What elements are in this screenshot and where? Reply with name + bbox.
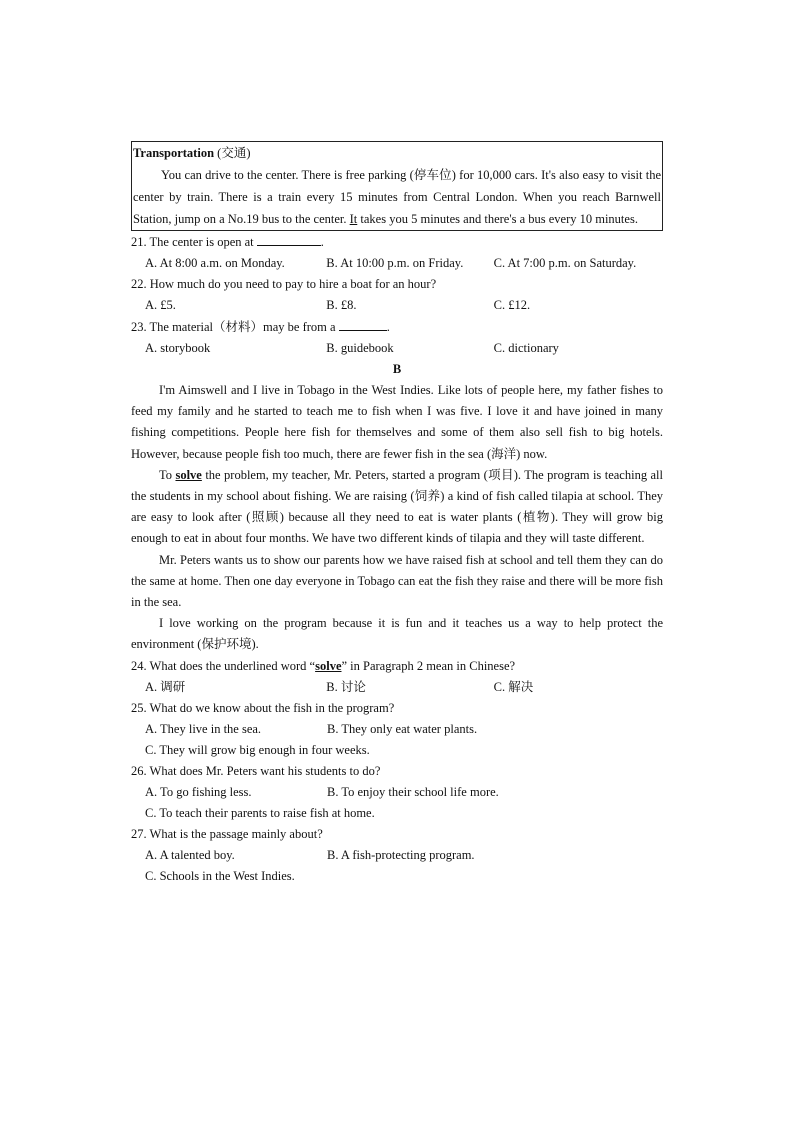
passage-paragraph-3: Mr. Peters wants us to show our parents how we have raised fish at school and tell them they can do the same at home. Then one day everyone in Tobago can eat the fish they raise and there will be more fish in the sea. (131, 552, 663, 610)
option-a[interactable]: A. storybook (145, 341, 211, 355)
answer-blank (339, 316, 387, 331)
options-23 (131, 338, 663, 359)
option-c[interactable]: C. Schools in the West Indies. (145, 868, 295, 883)
question-23: 23. The material（材料）may be from a . A. storybook B. guidebook C. dictionary (131, 316, 663, 359)
question-26: 26. What does Mr. Peters want his students to do? A. To go fishing less. B. To enjoy their school life more. C. To teach their parents to raise fish at home. (131, 761, 663, 824)
passage-paragraph-1: I'm Aimswell and I live in Tobago in the West Indies. Like lots of people here, my father fishes to feed my family and he started to teach me to fish when I was five. I love it and have joined in many fishing competitions. People here fish for themselves and some of them also sell fish to big hotels. However, because people fish too much, there are fewer fish in the sea (海洋) now. (131, 383, 663, 461)
options-21 (131, 253, 663, 274)
worksheet-page (131, 141, 663, 887)
option-a[interactable]: A. 调研 (145, 679, 186, 694)
passage-paragraph-4: I love working on the program because it is fun and it teaches us a way to help protect the environment (保护环境). (131, 616, 663, 652)
option-c[interactable]: C. At 7:00 p.m. on Saturday. (493, 256, 637, 270)
option-a[interactable]: A. They live in the sea. (145, 721, 262, 736)
option-b[interactable]: B. 讨论 (326, 679, 366, 694)
transportation-heading (133, 143, 661, 164)
option-b[interactable]: B. guidebook (326, 341, 394, 355)
question-24: 24. What does the underlined word “solve” in Paragraph 2 mean in Chinese? A. 调研 B. 讨论 C. 解决 (131, 656, 663, 698)
option-b[interactable]: B. To enjoy their school life more. (327, 784, 499, 799)
options-22 (131, 295, 663, 316)
transportation-box (131, 141, 663, 231)
underlined-word-solve: solve (315, 658, 342, 673)
option-a[interactable]: A. To go fishing less. (145, 784, 252, 799)
option-c[interactable]: C. They will grow big enough in four weeks. (145, 742, 370, 757)
transportation-title-cn: (交通) (217, 146, 251, 160)
option-c[interactable]: C. 解决 (493, 679, 534, 694)
question-21: 21. The center is open at . A. At 8:00 a.m. on Monday. B. At 10:00 p.m. on Friday. C. At 7:00 p.m. on Saturday. (131, 231, 663, 274)
transportation-paragraph: You can drive to the center. There is free parking (停车位) for 10,000 cars. It's also easy to visit the center by train. There is a train every 15 minutes from Central London. When you reach Barnwell Station, jump on a No.19 bus to the center. It takes you 5 minutes and there's a bus every 10 minutes. (133, 168, 661, 226)
option-b[interactable]: B. They only eat water plants. (327, 721, 478, 736)
option-a[interactable]: A. A talented boy. (145, 847, 235, 862)
section-heading-b: B (392, 362, 402, 376)
underlined-it: It (349, 212, 358, 226)
question-22: 22. How much do you need to pay to hire a boat for an hour? A. £5. B. £8. C. £12. (131, 274, 663, 316)
options-27-ab (131, 845, 663, 866)
question-27: 27. What is the passage mainly about? A. A talented boy. B. A fish-protecting program. C. Schools in the West Indies. (131, 824, 663, 887)
options-25-ab (131, 719, 663, 740)
transportation-title: Transportation (133, 146, 215, 160)
option-c[interactable]: C. dictionary (493, 341, 559, 355)
option-b[interactable]: B. At 10:00 p.m. on Friday. (326, 256, 464, 270)
passage-b (131, 380, 663, 656)
passage-paragraph-2: To solve the problem, my teacher, Mr. Peters, started a program (项目). The program is teaching all the students in my school about fishing. We are raising (饲养) a kind of fish called tilapia at school. They are easy to look after (照顾) because all they need to eat is water plants (植物). They will grow big enough to eat in about four months. We have two different kinds of tilapia and they will taste different. (131, 467, 664, 546)
underlined-word-solve: solve (175, 467, 202, 482)
option-c[interactable]: C. £12. (493, 298, 531, 312)
option-b[interactable]: B. A fish-protecting program. (327, 847, 475, 862)
option-c[interactable]: C. To teach their parents to raise fish at home. (145, 805, 375, 820)
option-a[interactable]: A. At 8:00 a.m. on Monday. (145, 256, 285, 270)
options-26-ab (131, 782, 663, 803)
question-25: 25. What do we know about the fish in the program? A. They live in the sea. B. They only eat water plants. C. They will grow big enough in four weeks. (131, 698, 663, 761)
option-b[interactable]: B. £8. (326, 298, 357, 312)
options-24 (131, 677, 663, 698)
answer-blank (257, 231, 321, 246)
option-a[interactable]: A. £5. (145, 298, 176, 312)
